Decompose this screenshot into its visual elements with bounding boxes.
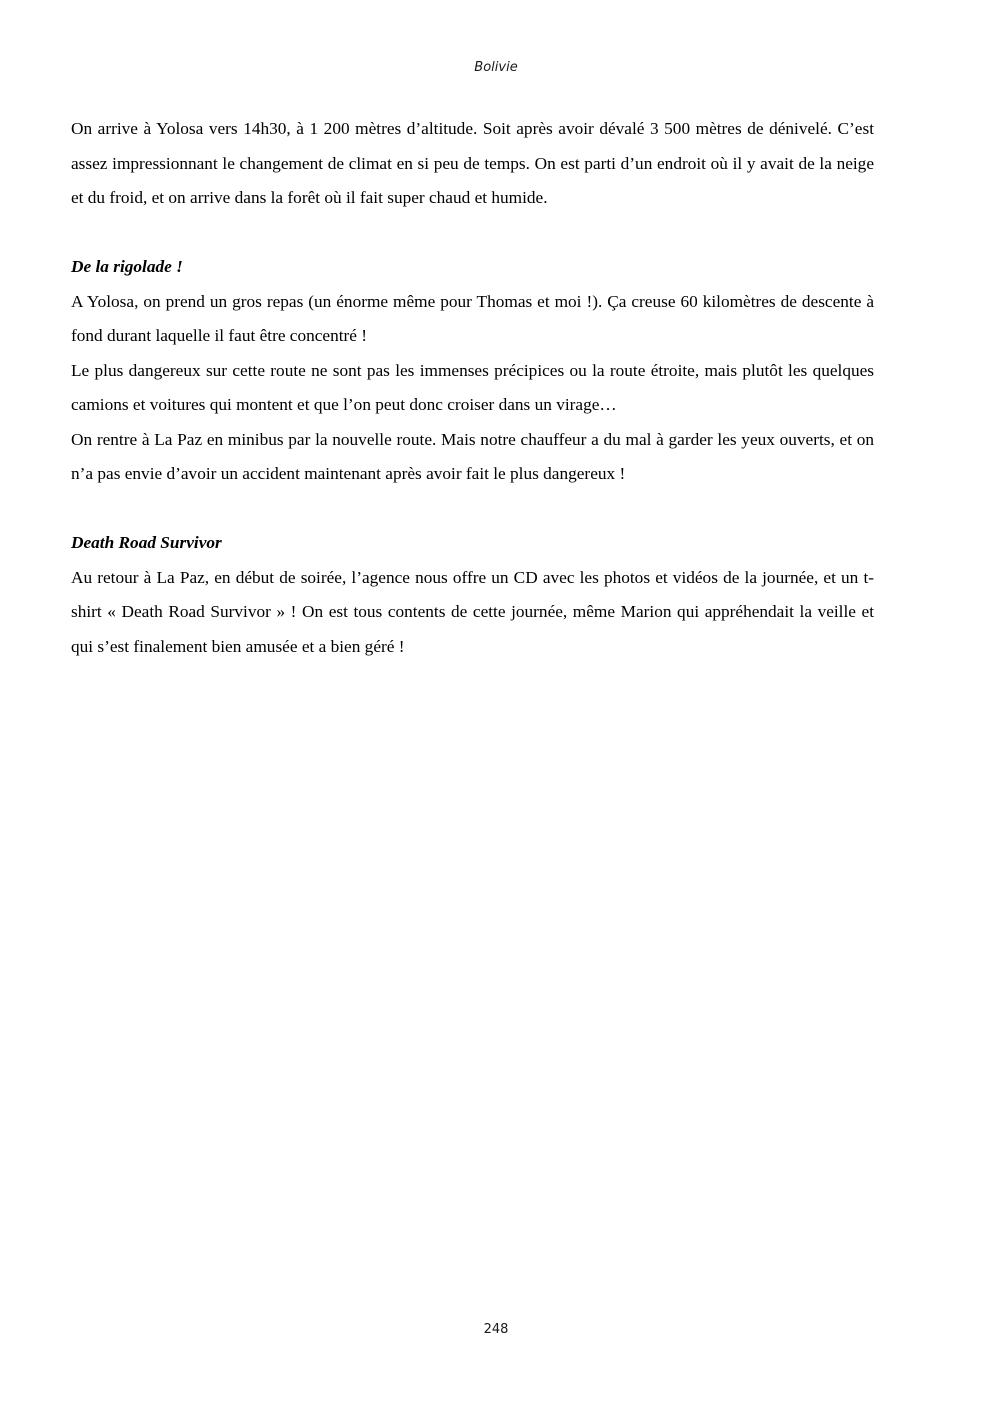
section-heading: De la rigolade !: [71, 257, 183, 276]
body-paragraph: Le plus dangereux sur cette route ne sont pas les immenses précipices ou la route étroite, mais plutôt les quelques camions et voitures qui montent et que l’on peut donc croiser dans un virage…: [71, 360, 874, 414]
intro-paragraph: On arrive à Yolosa vers 14h30, à 1 200 mètres d’altitude. Soit après avoir dévalé 3 500 mètres de dénivelé. C’est assez impressionnant le changement de climat en si peu de temps. On est parti d’un endroit où il y avait de la neige et du froid, et on arrive dans la forêt où il fait super chaud et humide.: [71, 119, 874, 207]
body-paragraph: On rentre à La Paz en minibus par la nouvelle route. Mais notre chauffeur a du mal à garder les yeux ouverts, et on n’a pas envie d’avoir un accident maintenant après avoir fait le plus dangereux !: [71, 429, 874, 483]
body-paragraph: Au retour à La Paz, en début de soirée, l’agence nous offre un CD avec les photos et vidéos de la journée, et un t-shirt « Death Road Survivor » ! On est tous contents de cette journée, même Marion qui appréhendait la veille et qui s’est finalement bien amusée et a bien géré !: [71, 567, 874, 656]
body-paragraph: A Yolosa, on prend un gros repas (un énorme même pour Thomas et moi !). Ça creuse 60 kilomètres de descente à fond durant laquelle il faut être concentré !: [71, 291, 874, 345]
section-death-road-survivor: [71, 526, 874, 664]
running-header: Bolivie: [474, 60, 518, 75]
page-number: 248: [483, 1322, 509, 1337]
section-heading: Death Road Survivor: [71, 533, 222, 552]
section-de-la-rigolade: [71, 250, 874, 492]
page-content: [71, 112, 874, 664]
